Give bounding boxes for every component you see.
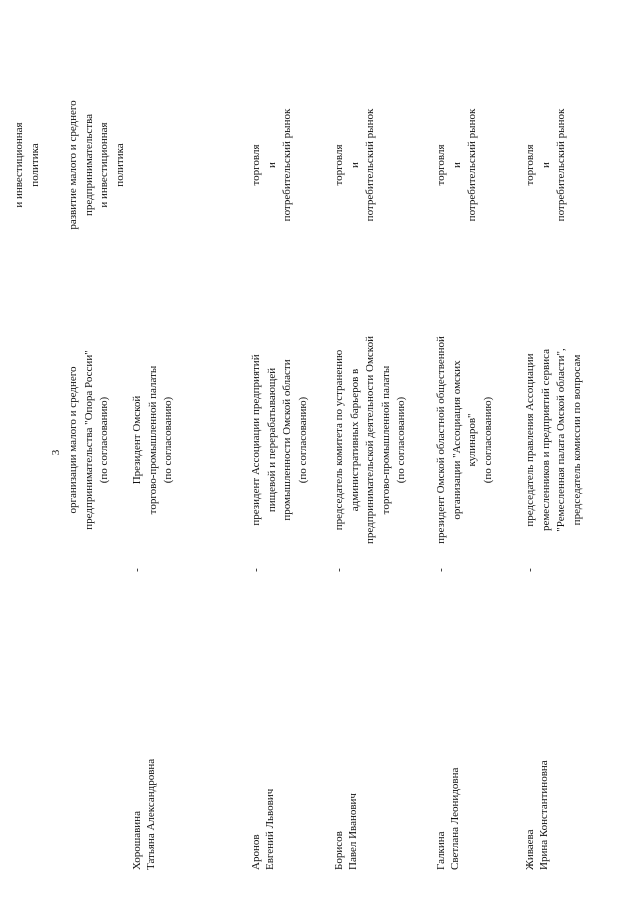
page-number: 3 bbox=[50, 449, 62, 456]
text-line: председатель правления Ассоциации bbox=[524, 353, 536, 527]
surname: Живаева bbox=[524, 829, 536, 870]
text-line: потребительский рынок bbox=[281, 108, 293, 222]
organization-role bbox=[130, 320, 177, 560]
person-name bbox=[332, 670, 360, 870]
surname: Хорошавина bbox=[131, 811, 143, 870]
text-line: пищевой и перерабатывающей bbox=[265, 367, 278, 513]
text-line: торгово-промышленной палаты bbox=[379, 365, 392, 515]
text-line: (по согласованию) bbox=[162, 396, 175, 484]
responsibility-area bbox=[66, 80, 128, 250]
text-line: Президент Омской bbox=[131, 395, 143, 485]
text-line: организации "Ассоциация омских bbox=[450, 360, 463, 520]
text-line: (по согласованию) bbox=[296, 396, 309, 484]
text-line: кулинаров" bbox=[466, 413, 479, 467]
text-line: (по согласованию) bbox=[481, 396, 494, 484]
text-line: политика bbox=[113, 143, 126, 187]
text-line: (по согласованию) bbox=[395, 396, 408, 484]
text-line: президент Омской областной общественной bbox=[435, 336, 447, 544]
surname: Аронов bbox=[250, 834, 262, 870]
responsibility-area bbox=[12, 80, 43, 250]
text-line: председатель комитета по устранению bbox=[333, 349, 345, 531]
text-line: потребительский рынок bbox=[364, 108, 376, 222]
text-line: и bbox=[265, 162, 278, 168]
text-line: и bbox=[450, 162, 463, 168]
given-names: Татьяна Александровна bbox=[145, 758, 157, 870]
text-line: предпринимательства "Опора России" bbox=[82, 350, 95, 530]
text-line: ремесленников и предприятий сервиса bbox=[539, 348, 552, 532]
person-name bbox=[130, 670, 158, 870]
responsibility-area bbox=[249, 80, 296, 250]
text-line: организации малого и среднего bbox=[67, 366, 79, 514]
text-line: потребительский рынок bbox=[555, 108, 567, 222]
text-line: развитие малого и среднего bbox=[67, 100, 79, 230]
separator-dash: - bbox=[524, 568, 536, 572]
text-line: "Ремесленная палата Омской области", bbox=[555, 348, 568, 532]
organization-role bbox=[249, 320, 311, 560]
separator-dash: - bbox=[250, 568, 262, 572]
text-line: предпринимательства bbox=[82, 113, 95, 217]
text-line: торговля bbox=[435, 144, 447, 186]
surname: Борисов bbox=[333, 831, 345, 870]
responsibility-area bbox=[332, 80, 379, 250]
text-line: административных барьеров в bbox=[348, 368, 361, 512]
given-names: Евгений Львович bbox=[264, 788, 276, 870]
text-line: политика bbox=[28, 143, 41, 187]
text-line: торгово-промышленной палаты bbox=[146, 365, 159, 515]
organization-role bbox=[434, 320, 496, 560]
text-line: предпринимательской деятельности Омской bbox=[364, 336, 377, 544]
text-line: торговля bbox=[250, 144, 262, 186]
text-line: торговля bbox=[333, 144, 345, 186]
text-line: торговля bbox=[524, 144, 536, 186]
text-line: президент Ассоциации предприятий bbox=[250, 354, 262, 526]
separator-dash: - bbox=[131, 568, 143, 572]
text-line: и инвестиционная bbox=[13, 122, 25, 208]
responsibility-area bbox=[434, 80, 481, 250]
separator-dash: - bbox=[435, 568, 447, 572]
text-line: председатель комиссии по вопросам bbox=[570, 354, 583, 526]
responsibility-area bbox=[523, 80, 570, 250]
person-name bbox=[434, 670, 462, 870]
organization-role bbox=[66, 320, 113, 560]
text-line: потребительский рынок bbox=[466, 108, 478, 222]
organization-role bbox=[523, 320, 585, 560]
person-name bbox=[523, 670, 551, 870]
surname: Галкина bbox=[435, 831, 447, 870]
given-names: Ирина Константиновна bbox=[538, 760, 550, 870]
text-line: и инвестиционная bbox=[98, 122, 110, 208]
text-line: и bbox=[539, 162, 552, 168]
text-line: и bbox=[348, 162, 361, 168]
organization-role bbox=[332, 320, 410, 560]
given-names: Павел Иванович bbox=[347, 793, 359, 870]
text-line: промышленности Омской области bbox=[281, 359, 294, 521]
person-name bbox=[249, 670, 277, 870]
given-names: Светлана Леонидовна bbox=[449, 767, 461, 870]
text-line: (по согласованию) bbox=[98, 396, 111, 484]
separator-dash: - bbox=[333, 568, 345, 572]
